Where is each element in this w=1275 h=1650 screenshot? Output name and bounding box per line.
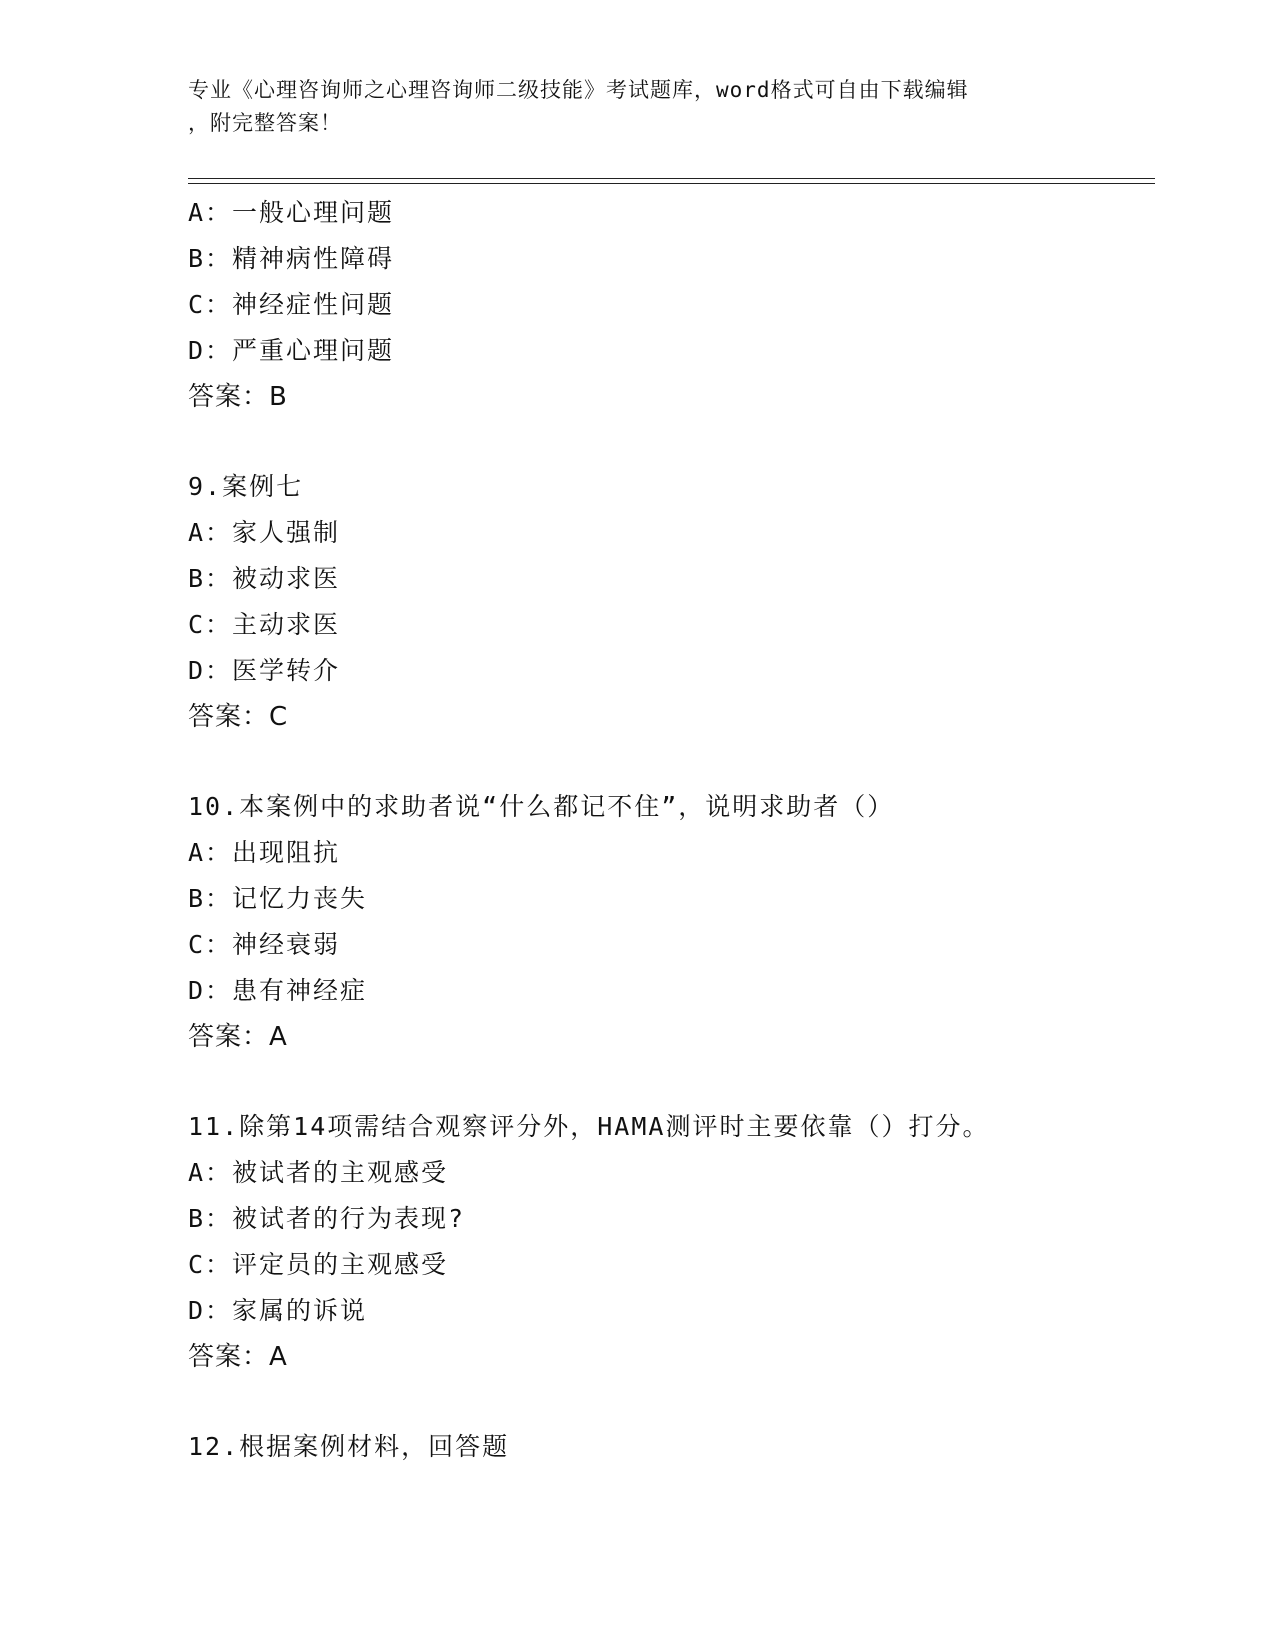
question-stem: 11.除第14项需结合观察评分外，HAMA测评时主要依靠（）打分。 [188,1112,990,1141]
answer: 答案：A [188,1342,288,1372]
option-d: D：家属的诉说 [188,1296,368,1325]
header-line-2: ，附完整答案！ [188,111,342,135]
option-d: D：严重心理问题 [188,336,395,365]
option-a: A：被试者的主观感受 [188,1158,449,1187]
header-line-1: 专业《心理咨询师之心理咨询师二级技能》考试题库，word格式可自由下载编辑 [188,78,969,102]
partial-question [188,190,1148,420]
option-c: C：评定员的主观感受 [188,1250,449,1279]
option-a: A：家人强制 [188,518,341,547]
option-c: C：主动求医 [188,610,341,639]
question-stem: 12.根据案例材料，回答题 [188,1432,510,1461]
spacer [188,1060,1148,1104]
question-stem: 9.案例七 [188,472,304,501]
header-rule-bottom [188,183,1155,184]
answer: 答案：C [188,702,289,732]
option-a: A：出现阻抗 [188,838,341,867]
option-b: B：被试者的行为表现? [188,1204,466,1233]
question-9 [188,464,1148,740]
spacer [188,420,1148,464]
spacer [188,740,1148,784]
option-a: A：一般心理问题 [188,198,395,227]
answer: 答案：B [188,382,288,412]
question-list [188,190,1148,1470]
question-10 [188,784,1148,1060]
question-stem: 10.本案例中的求助者说“什么都记不住”，说明求助者（） [188,792,895,821]
option-b: B：被动求医 [188,564,341,593]
answer: 答案：A [188,1022,288,1052]
option-b: B：记忆力丧失 [188,884,368,913]
question-12 [188,1424,1148,1470]
document-header [188,74,1088,140]
option-d: D：医学转介 [188,656,341,685]
spacer [188,1380,1148,1424]
header-rule-top [188,178,1155,179]
option-c: C：神经衰弱 [188,930,341,959]
option-b: B：精神病性障碍 [188,244,395,273]
question-11 [188,1104,1148,1380]
option-d: D：患有神经症 [188,976,368,1005]
option-c: C：神经症性问题 [188,290,395,319]
